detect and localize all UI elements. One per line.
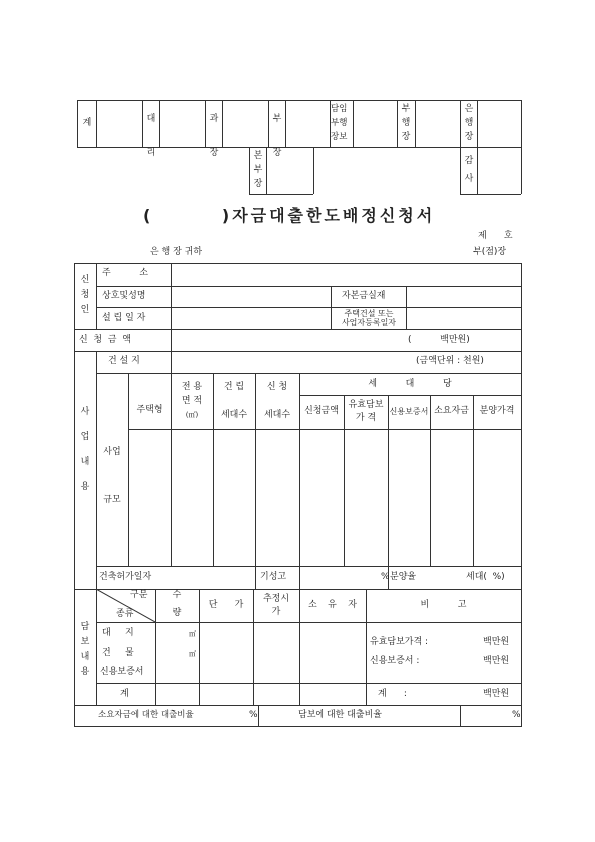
col-guarantee: 신용보증서	[389, 407, 429, 416]
col-build: 건 립 세대수	[220, 382, 248, 420]
approval-label-부장: 부 장	[272, 114, 282, 158]
col-type: 주택형	[136, 405, 163, 415]
collateral-section-label: 담 보 내 용	[80, 622, 90, 677]
building-unit: ㎡	[189, 650, 196, 658]
credit-amount-label: 신용보증서 :	[370, 656, 420, 666]
approval-label-담임부행장보: 담임 부행 장보	[331, 104, 348, 142]
amount-label: 신 청 금 액	[79, 335, 131, 345]
kind-bottom: 종류	[116, 609, 134, 619]
unit-note: (금액단위 : 천원)	[416, 356, 484, 366]
branch-manager: 부(점)장	[473, 247, 507, 257]
ratio-required-label: 소요자금에 대한 대출비율	[98, 710, 194, 720]
progress-pct: %	[381, 572, 390, 582]
land-label: 대 지	[102, 628, 134, 638]
address-label: 주 소	[102, 268, 148, 278]
scale-label: 사업 규모	[103, 447, 121, 505]
form-title: ( )자금대출한도배정신청서	[143, 206, 436, 225]
total-label: 계	[120, 689, 129, 699]
approval-label-감사: 감 사	[464, 156, 474, 184]
col-sale-price: 분양가격	[479, 406, 515, 416]
applicant-section-label: 신 청 인	[80, 275, 90, 315]
capital-label: 자본금실재	[342, 291, 386, 301]
permit-label: 건축허가일자	[99, 572, 152, 582]
company-label: 상호및성명	[102, 291, 146, 301]
founded-label: 설 립 일 자	[102, 313, 146, 323]
amount-unit: ( 백만원)	[408, 335, 470, 345]
ratio-collateral-label: 담보에 대한 대출비율	[298, 710, 382, 720]
building-label: 건 물	[102, 648, 134, 658]
doc-number: 제 호	[478, 231, 513, 241]
approval-label-과장: 과 장	[209, 114, 219, 158]
total-label-2: 계 :	[378, 689, 407, 699]
ratio-collateral-pct: %	[512, 710, 521, 720]
col-area: 전 용 면 적 (㎡)	[181, 382, 203, 419]
reg-date-label: 주택건설 또는 사업자등록일자	[341, 309, 397, 327]
col-apply: 신 청 세대수	[263, 382, 291, 420]
approval-label-본부장: 본 부 장	[253, 151, 263, 189]
approval-label-계: 계	[82, 118, 92, 128]
credit-amount-unit: 백만원	[483, 656, 510, 666]
col-est: 추정시 가	[262, 594, 290, 617]
business-section-label: 사 업 내 용	[80, 407, 90, 492]
guarantee-label: 신용보증서	[100, 667, 144, 677]
kind-top: 구분	[130, 590, 148, 600]
col-apply-amount: 신청금액	[304, 406, 339, 416]
land-unit: ㎡	[189, 630, 196, 638]
col-owner: 소 유 자	[308, 600, 357, 610]
col-qty: 수 량	[172, 590, 182, 618]
ratio-required-pct: %	[249, 710, 258, 720]
site-label: 건 설 지	[108, 356, 140, 366]
sale-rate-label: 분양율	[390, 572, 417, 582]
col-per-unit: 세 대 당	[368, 379, 452, 389]
total-unit: 백만원	[483, 689, 510, 699]
progress-label: 기성고	[260, 572, 287, 582]
approval-label-대리: 대 리	[146, 114, 156, 158]
col-required: 소요자금	[434, 406, 469, 416]
valid-price-unit: 백만원	[483, 637, 510, 647]
approval-label-부행장: 부 행 장	[401, 104, 411, 142]
valid-price-label: 유효담보가격 :	[370, 637, 429, 647]
approval-label-은행장: 은 행 장	[464, 104, 474, 142]
sale-units: 세대( %)	[466, 572, 505, 582]
col-note: 비 고	[420, 600, 467, 610]
col-price: 단 가	[208, 600, 244, 610]
col-collateral: 유효담보 가 격	[348, 400, 384, 423]
recipient: 은 행 장 귀하	[150, 247, 203, 257]
